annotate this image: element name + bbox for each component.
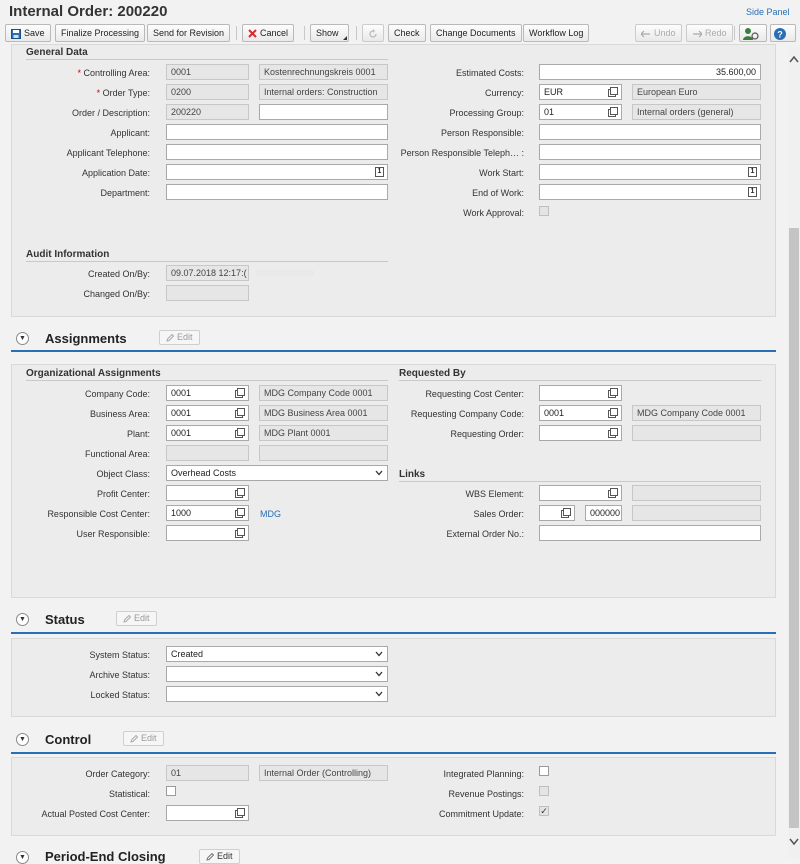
commitment-update-label: Commitment Update:	[438, 809, 524, 819]
currency-label: Currency:	[484, 88, 524, 98]
section-underline	[11, 752, 776, 754]
end-of-work-label: End of Work:	[472, 188, 524, 198]
toolbar-separator	[304, 26, 305, 40]
value-help-icon[interactable]	[608, 428, 618, 438]
pencil-icon	[206, 853, 214, 861]
send-for-revision-button[interactable]: Send for Revision	[147, 24, 230, 42]
work-approval-label: Work Approval:	[463, 208, 524, 218]
order-category-desc: Internal Order (Controlling)	[259, 765, 388, 781]
period-end-closing-title: Period-End Closing	[45, 849, 166, 864]
object-class-select[interactable]: Overhead Costs	[166, 465, 388, 481]
wbs-element-label: WBS Element:	[465, 489, 524, 499]
requesting-cost-center-label: Requesting Cost Center:	[425, 389, 524, 399]
person-responsible-tel-label: Person Responsible Teleph… :	[400, 148, 524, 158]
requesting-order-desc	[632, 425, 761, 441]
scroll-up-icon[interactable]	[789, 55, 799, 63]
business-area-desc: MDG Business Area 0001	[259, 405, 388, 421]
responsible-cost-center-input[interactable]: 1000	[166, 505, 249, 521]
applicant-telephone-label: Applicant Telephone:	[66, 148, 150, 158]
links-heading: Links	[399, 469, 426, 480]
divider	[26, 380, 388, 381]
company-code-input[interactable]: 0001	[166, 385, 249, 401]
responsible-cost-center-label: Responsible Cost Center:	[47, 509, 150, 519]
value-help-icon[interactable]	[235, 388, 245, 398]
profit-center-input[interactable]	[166, 485, 249, 501]
value-help-icon[interactable]	[235, 808, 245, 818]
svg-text:?: ?	[777, 29, 783, 40]
sales-order-label: Sales Order:	[473, 509, 524, 519]
currency-input[interactable]: EUR	[539, 84, 622, 100]
applicant-label: Applicant:	[110, 128, 150, 138]
requested-by-heading: Requested By	[399, 368, 466, 379]
object-class-label: Object Class:	[96, 469, 150, 479]
value-help-icon[interactable]	[235, 408, 245, 418]
audit-information-heading: Audit Information	[26, 249, 110, 260]
calendar-icon[interactable]: 1	[748, 167, 757, 177]
responsible-cost-center-link[interactable]: MDG	[260, 509, 281, 519]
control-title: Control	[45, 732, 92, 747]
assignments-edit-button[interactable]	[159, 330, 200, 345]
revenue-postings-checkbox[interactable]	[539, 786, 549, 796]
redo-label: Redo	[705, 28, 727, 38]
chevron-down-icon	[375, 470, 383, 476]
toolbar-separator	[356, 26, 357, 40]
order-type-field: 0200	[166, 84, 249, 100]
cancel-label: Cancel	[260, 28, 289, 38]
functional-area-label: Functional Area:	[84, 449, 150, 459]
status-edit-label: Edit	[134, 613, 150, 623]
company-code-label: Company Code:	[84, 389, 150, 399]
external-order-input[interactable]	[539, 525, 761, 541]
value-help-icon[interactable]	[235, 508, 245, 518]
department-label: Department:	[100, 188, 150, 198]
person-responsible-input[interactable]	[539, 124, 761, 140]
redacted-username	[256, 270, 314, 276]
user-settings-icon	[742, 27, 760, 41]
help-button[interactable]	[770, 24, 796, 42]
side-panel-link[interactable]: Side Panel	[746, 7, 790, 17]
value-help-icon[interactable]	[608, 388, 618, 398]
changed-on-field	[166, 285, 249, 301]
divider	[399, 481, 761, 482]
show-label: Show	[316, 28, 339, 38]
control-edit-label: Edit	[141, 733, 157, 743]
control-edit-button[interactable]	[123, 731, 164, 746]
pencil-icon	[123, 615, 131, 623]
status-edit-button[interactable]	[116, 611, 157, 626]
plant-input[interactable]: 0001	[166, 425, 249, 441]
order-category-label: Order Category:	[85, 769, 150, 779]
value-help-icon[interactable]	[608, 488, 618, 498]
dropdown-corner-icon	[343, 36, 347, 40]
undo-button[interactable]	[635, 24, 682, 42]
statistical-label: Statistical:	[108, 789, 150, 799]
user-responsible-label: User Responsible:	[76, 529, 150, 539]
created-on-by-label: Created On/By:	[87, 269, 150, 279]
refresh-icon	[368, 29, 378, 39]
finalize-processing-button[interactable]: Finalize Processing	[55, 24, 145, 42]
refresh-button[interactable]	[362, 24, 384, 42]
commitment-update-checkbox[interactable]: ✓	[540, 806, 548, 816]
toolbar-separator	[734, 26, 735, 40]
functional-area-field	[166, 445, 249, 461]
changed-on-by-label: Changed On/By:	[83, 289, 150, 299]
actual-posted-cost-center-input[interactable]	[166, 805, 249, 821]
system-status-select[interactable]: Created	[166, 646, 388, 662]
processing-group-input[interactable]: 01	[539, 104, 622, 120]
revenue-postings-label: Revenue Postings:	[448, 789, 524, 799]
requesting-cost-center-input[interactable]	[539, 385, 622, 401]
period-end-edit-button[interactable]	[199, 849, 240, 864]
collapse-assignments-icon[interactable]: ▼	[16, 332, 29, 345]
estimated-costs-input[interactable]: 35.600,00	[539, 64, 761, 80]
general-data-heading: General Data	[26, 47, 88, 58]
chevron-down-icon	[375, 671, 383, 677]
show-menu-button[interactable]	[310, 24, 349, 42]
application-date-input[interactable]	[166, 164, 388, 180]
end-of-work-input[interactable]	[539, 184, 761, 200]
system-status-label: System Status:	[89, 650, 150, 660]
order-description-label: Order / Description:	[71, 108, 150, 118]
collapse-status-icon[interactable]: ▼	[16, 613, 29, 626]
calendar-icon[interactable]: 1	[375, 167, 384, 177]
processing-group-desc: Internal orders (general)	[632, 104, 761, 120]
profit-center-label: Profit Center:	[96, 489, 150, 499]
work-approval-checkbox[interactable]	[539, 206, 549, 216]
save-label: Save	[24, 28, 45, 38]
section-underline	[11, 350, 776, 352]
person-responsible-tel-input[interactable]	[539, 144, 761, 160]
chevron-down-icon	[375, 651, 383, 657]
controlling-area-label: * Controlling Area:	[77, 68, 150, 78]
archive-status-select[interactable]	[166, 666, 388, 682]
floppy-icon	[11, 29, 21, 39]
order-number-field: 200220	[166, 104, 249, 120]
redo-icon	[692, 30, 702, 38]
redo-button[interactable]	[686, 24, 733, 42]
controlling-area-desc: Kostenrechnungskreis 0001	[259, 64, 388, 80]
value-help-icon[interactable]	[235, 428, 245, 438]
sales-order-input[interactable]	[539, 505, 575, 521]
created-on-field: 09.07.2018 12:17:(	[166, 265, 249, 281]
applicant-input[interactable]	[166, 124, 388, 140]
value-help-icon[interactable]	[561, 508, 571, 518]
application-date-label: Application Date:	[81, 168, 150, 178]
requesting-company-code-desc: MDG Company Code 0001	[632, 405, 761, 421]
requesting-company-code-label: Requesting Company Code:	[410, 409, 524, 419]
integrated-planning-checkbox[interactable]	[539, 766, 549, 776]
plant-desc: MDG Plant 0001	[259, 425, 388, 441]
collapse-period-end-icon[interactable]: ▼	[16, 851, 29, 864]
org-assignments-heading: Organizational Assignments	[26, 368, 161, 379]
sales-order-desc	[632, 505, 761, 521]
calendar-icon[interactable]: 1	[748, 187, 757, 197]
order-description-input[interactable]	[259, 104, 388, 120]
collapse-control-icon[interactable]: ▼	[16, 733, 29, 746]
save-button[interactable]	[5, 24, 51, 42]
estimated-costs-label: Estimated Costs:	[455, 68, 524, 78]
user-responsible-input[interactable]	[166, 525, 249, 541]
workflow-log-button[interactable]: Workflow Log	[523, 24, 589, 42]
assignments-edit-label: Edit	[177, 332, 193, 342]
personalize-button[interactable]	[739, 24, 767, 42]
archive-status-label: Archive Status:	[89, 670, 150, 680]
work-start-label: Work Start:	[479, 168, 524, 178]
status-title: Status	[45, 612, 85, 627]
divider	[26, 261, 388, 262]
locked-status-label: Locked Status:	[90, 690, 150, 700]
order-category-field: 01	[166, 765, 249, 781]
help-icon	[773, 27, 787, 41]
functional-area-desc	[259, 445, 388, 461]
company-code-desc: MDG Company Code 0001	[259, 385, 388, 401]
cancel-button[interactable]	[242, 24, 294, 42]
order-type-desc: Internal orders: Construction	[259, 84, 388, 100]
toolbar-separator	[236, 26, 237, 40]
wbs-element-desc	[632, 485, 761, 501]
processing-group-label: Processing Group:	[449, 108, 524, 118]
toolbar	[0, 22, 800, 44]
divider	[399, 380, 761, 381]
statistical-checkbox[interactable]	[166, 786, 176, 796]
value-help-icon[interactable]	[608, 107, 618, 117]
actual-posted-cost-center-label: Actual Posted Cost Center:	[41, 809, 150, 819]
external-order-label: External Order No.:	[446, 529, 524, 539]
business-area-label: Business Area:	[89, 409, 150, 419]
requesting-order-input[interactable]	[539, 425, 622, 441]
scroll-down-icon[interactable]	[789, 838, 799, 846]
controlling-area-field: 0001	[166, 64, 249, 80]
locked-status-select[interactable]	[166, 686, 388, 702]
person-responsible-label: Person Responsible:	[440, 128, 524, 138]
integrated-planning-label: Integrated Planning:	[443, 769, 524, 779]
value-help-icon[interactable]	[608, 87, 618, 97]
currency-desc: European Euro	[632, 84, 761, 100]
department-input[interactable]	[166, 184, 388, 200]
chevron-down-icon	[375, 691, 383, 697]
plant-label: Plant:	[126, 429, 150, 439]
undo-icon	[641, 30, 651, 38]
business-area-input[interactable]: 0001	[166, 405, 249, 421]
assignments-title: Assignments	[45, 331, 127, 346]
requesting-company-code-input[interactable]: 0001	[539, 405, 622, 421]
sales-order-item-input[interactable]: 000000	[585, 505, 622, 521]
scrollbar-thumb[interactable]	[789, 228, 799, 828]
requesting-order-label: Requesting Order:	[450, 429, 524, 439]
pencil-icon	[166, 334, 174, 342]
section-underline	[11, 632, 776, 634]
divider	[26, 59, 388, 60]
applicant-telephone-input[interactable]	[166, 144, 388, 160]
wbs-element-input[interactable]	[539, 485, 622, 501]
value-help-icon[interactable]	[235, 488, 245, 498]
pencil-icon	[130, 735, 138, 743]
work-start-input[interactable]	[539, 164, 761, 180]
cancel-x-icon	[248, 29, 257, 38]
period-end-edit-label: Edit	[217, 851, 233, 861]
value-help-icon[interactable]	[235, 528, 245, 538]
undo-label: Undo	[654, 28, 676, 38]
order-type-label: * Order Type:	[96, 88, 150, 98]
value-help-icon[interactable]	[608, 408, 618, 418]
page-title: Internal Order: 200220	[9, 3, 168, 20]
change-documents-button[interactable]: Change Documents	[430, 24, 522, 42]
check-button[interactable]: Check	[388, 24, 426, 42]
